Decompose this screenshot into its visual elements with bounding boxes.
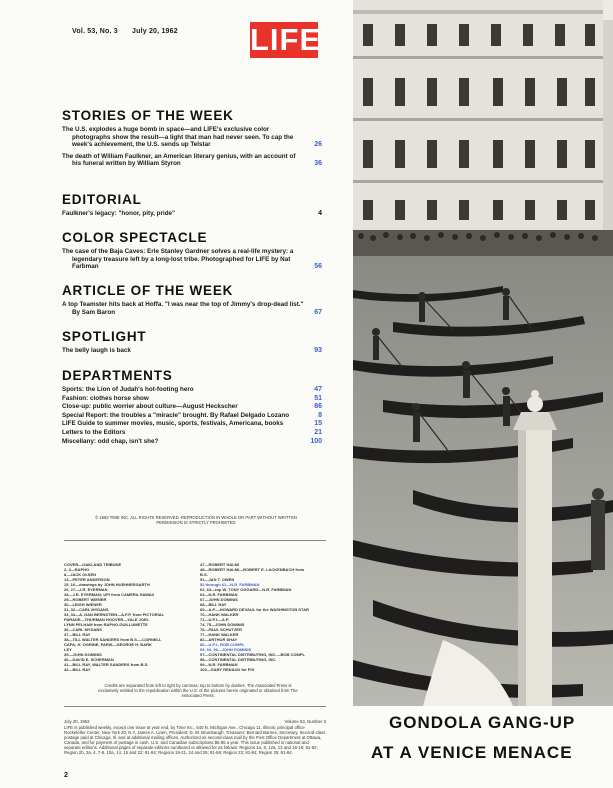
section-color-spectacle: [62, 230, 324, 275]
section-departments: [62, 368, 324, 446]
toc-item[interactable]: [62, 395, 324, 403]
section-article-of-the-week: [62, 283, 324, 320]
divider: [64, 540, 326, 541]
toc-item[interactable]: [62, 386, 324, 394]
section-spotlight: [62, 329, 324, 359]
toc-item[interactable]: [62, 248, 324, 271]
publication-header: [64, 719, 326, 724]
credit-line: 30—LEIGH WIENER: [64, 602, 102, 607]
toc-item[interactable]: [62, 210, 324, 218]
toc-item-text: The U.S. explodes a huge bomb in space—and LIFE's exclusive color photographs show the result—a light that man had never seen. To cap the week's achievement, the U.S. sends up Telstar: [62, 126, 294, 149]
headline-line-1: GONDOLA GANG-UP: [389, 713, 576, 732]
credits-note: Credits are separated from left to right by commas, top to bottom by dashes. The Associated Press is exclusively entitled to the republication within the U.S. of the pictures herein originated or obtained from The Associated Press.: [98, 683, 298, 698]
toc-item[interactable]: [62, 438, 324, 446]
credit-line: 48—ROBERT HALMI—ROBERT E. LACKENBACH from: [200, 567, 305, 572]
credit-line: 67—JOHN DOMINIS: [200, 597, 238, 602]
toc-item-text: A top Teamster hits back at Hoffa. "I was near the top of Jimmy's drop-dead list." By Sam Baron: [62, 301, 304, 316]
toc-page-link[interactable]: 15: [314, 420, 322, 428]
credit-line: 15, 16—drawings by JOHN HUEHNERGARTH: [64, 582, 150, 587]
credit-line: 68—BILL RAY: [200, 602, 227, 607]
credit-line: 41—BILL RAY, WALTER SANDERS from B.S.: [64, 662, 149, 667]
credit-line: 98—CONTINENTAL DISTRIBUTING, INC.: [200, 657, 277, 662]
credit-line: 97—CONTINENTAL DISTRIBUTING, INC.—BOB COMPL: [200, 652, 305, 657]
toc-item-text: LIFE Guide to summer movies, music, sports, festivals, Americana, books: [62, 420, 284, 428]
credit-line: 64—N.R. FARBMAN: [200, 592, 238, 597]
credit-line: 100—GARY RENAUD for PIX: [200, 667, 255, 672]
section-title: ARTICLE OF THE WEEK: [62, 283, 234, 298]
credit-line: 70—HANK WALKER: [200, 612, 239, 617]
credit-line: 51—JAN T. OWEN: [200, 577, 235, 582]
publication-statement: LIFE is published weekly, except one issue at year end, by Time Inc., 540 N. Michigan Ave., Chicago 11, Illinois; principal office Rockefeller Center, New York 20, N.Y. James A. Linen, President; D. W. Brumbaugh, Treasurer; Bernard Barnes, Secretary. Second-class postage paid at Chicago, Ill. and at additional mailing offices. Authorized as second-class mail by the Post Office Department at Ottawa, Canada, and for payment of postage in cash. U.S. and Canadian subscriptions $6.95 a year. This issue published in national and separate editions. Additional pages of separate editions numbered or allowed for as follows: Regions 1a, 8, 12a, 13 and 16-18; 81-92; Region 2b, 3a, 4, 7-8, 10a, 14, 15 and 22; 81-84; Regions 19-21, 24 and 26; 81-86; Region 23; 81-84; Region 25; 81-84.: [64, 725, 326, 756]
toc-page-link[interactable]: 36: [314, 160, 322, 168]
toc-item[interactable]: [62, 301, 324, 316]
credit-line: 69—A.P.—HOWARD DEVAUL for the WASHINGTON STAR: [200, 607, 309, 612]
credit-line: 86—U.P.I., ROB COMPL: [200, 642, 245, 647]
section-title: DEPARTMENTS: [62, 368, 173, 383]
divider: [64, 706, 326, 707]
toc-item[interactable]: [62, 412, 324, 420]
credit-line: 40—DAVID E. SCHERMAN: [64, 657, 114, 662]
venice-gondolas-photo: [353, 0, 613, 706]
headline-line-2: AT A VENICE MENACE: [371, 743, 573, 762]
credit-line: 77—HANK WALKER: [200, 632, 239, 637]
credit-line: 74, 75—JOHN DOMINIS: [200, 622, 245, 627]
credit-line: 36—CARL MYDANS: [64, 627, 102, 632]
toc-page-link[interactable]: 93: [314, 347, 322, 354]
toc-item[interactable]: [62, 347, 324, 355]
credit-line: LYNN PELHAM from RAPHO-GUILLUMETTE: [64, 622, 148, 627]
issue-date: July 20, 1962: [132, 28, 178, 35]
photo-credits-right: [200, 562, 324, 672]
credit-line: LEY: [64, 647, 72, 652]
credit-line: 13—PETER ANDERSON: [64, 577, 110, 582]
toc-page-link[interactable]: 4: [318, 210, 322, 217]
toc-item-text: The death of William Faulkner, an American literary genius, with an account of his funeral written by William Styron: [62, 152, 296, 168]
credit-line: 52 through 61—N.R. FARBMAN: [200, 582, 260, 587]
credit-line: CAPA; H. OGRINE, PARIS—GEORGE H. BARK: [64, 642, 152, 647]
toc-item-text: Special Report: the troubles a "miracle" brought. By Rafael Delgado Lozano: [62, 411, 290, 419]
section-title: COLOR SPECTACLE: [62, 230, 208, 245]
credit-line: B.S.: [200, 572, 208, 577]
toc-item[interactable]: [62, 429, 324, 437]
section-title: SPOTLIGHT: [62, 329, 147, 344]
credit-line: 42—BILL RAY: [64, 667, 91, 672]
toc-item[interactable]: [62, 126, 324, 149]
publication-date: July 20, 1962: [64, 719, 90, 724]
toc-item-text: Letters to the Editors: [62, 428, 126, 436]
toc-page-link[interactable]: 51: [314, 394, 322, 402]
toc-page-link[interactable]: 8: [318, 411, 322, 419]
copyright-notice: © 1962 TIME INC. ALL RIGHTS RESERVED. REPRODUCTION IN WHOLE OR PART WITHOUT WRITTEN PERMISSION IS STRICTLY PROHIBITED: [95, 515, 297, 525]
toc-item-text: The belly laugh is back: [62, 347, 131, 354]
credit-line: 38—TILL WALTER SANDERS from B.S.—CORNELL: [64, 637, 162, 642]
section-title: EDITORIAL: [62, 192, 142, 207]
credit-line: PARADE—THURMAN HOOVER—YALE JOEL: [64, 617, 150, 622]
credit-line: 8—JACK OLSEN: [64, 572, 97, 577]
section-title: STORIES OF THE WEEK: [62, 108, 234, 123]
toc-page-link[interactable]: 86: [314, 403, 322, 411]
credit-line: 2, 3—RAPHO: [64, 567, 90, 572]
credit-line: 82—ARTHUR SHAY: [200, 637, 238, 642]
credit-line: 39—JOHN DOMINIS: [64, 652, 102, 657]
issue-info: [72, 28, 190, 35]
toc-page-link[interactable]: 67: [314, 308, 322, 316]
toc-page-link[interactable]: 100: [310, 437, 322, 445]
issue-volume: Vol. 53, No. 3: [72, 28, 118, 35]
photo-credits-left: [64, 562, 188, 672]
credit-line: 62, 63—top W. TONY OGGARD—N.R. FARBMAN: [200, 587, 292, 592]
toc-item-text: Sports: the Lion of Judah's hot-footing hero: [62, 386, 194, 393]
credit-line: 99—N.R. FARBMAN: [200, 662, 238, 667]
publication-volume: Volume 53, Number 3: [284, 719, 326, 724]
credit-line: 26, 27—J.R. EYERMAN: [64, 587, 108, 592]
credit-line: 28—J.R. EYERMAN; UPI from CAMERA HAWAII: [64, 592, 154, 597]
credit-line: 71—U.P.I.—A.P.: [200, 617, 230, 622]
credit-line: 33, 34—A. DAN BERNSTEIN—A.F.P. from PICTORIAL: [64, 612, 165, 617]
credit-line: 31, 32—CARL MYDANS: [64, 607, 109, 612]
toc-item-text: Fashion: clothes horse show: [62, 394, 149, 402]
toc-item-text: Miscellany: odd chap, isn't she?: [62, 437, 159, 445]
credit-line: 37—BILL RAY: [64, 632, 91, 637]
toc-page-link[interactable]: 26: [314, 141, 322, 149]
toc-item[interactable]: [62, 420, 324, 428]
page-number: 2: [64, 772, 68, 779]
credit-line: 76—PAUL SCHUTZER: [200, 627, 242, 632]
credit-line: 29—ROBERT WIENER: [64, 597, 107, 602]
credit-line: 93, 94, 96—JOHN DOMINIS: [200, 647, 252, 652]
credit-line: 47—ROBERT HALMI: [200, 562, 240, 567]
toc-page-link[interactable]: 47: [314, 386, 322, 393]
credit-line: COVER—OAKLAND TRIBUNE: [64, 562, 122, 567]
toc-item[interactable]: [62, 153, 324, 168]
toc-item-text: Faulkner's legacy: "honor, pity, pride": [62, 210, 176, 217]
toc-page-link[interactable]: 21: [314, 428, 322, 436]
toc-item-text: Close-up: public worrier about culture—August Heckscher: [62, 403, 238, 411]
life-logo: LIFE: [250, 22, 322, 57]
section-stories-of-the-week: [62, 108, 324, 172]
toc-item-text: The case of the Baja Caves: Erle Stanley Gardner solves a real-life mystery: a legendary treasure left by a long-lost tribe. Photographed for LIFE by Nat Farbman: [62, 248, 294, 271]
photo-illustration: [353, 0, 613, 706]
section-editorial: [62, 192, 324, 222]
toc-item[interactable]: [62, 403, 324, 411]
toc-page-link[interactable]: 56: [314, 263, 322, 271]
